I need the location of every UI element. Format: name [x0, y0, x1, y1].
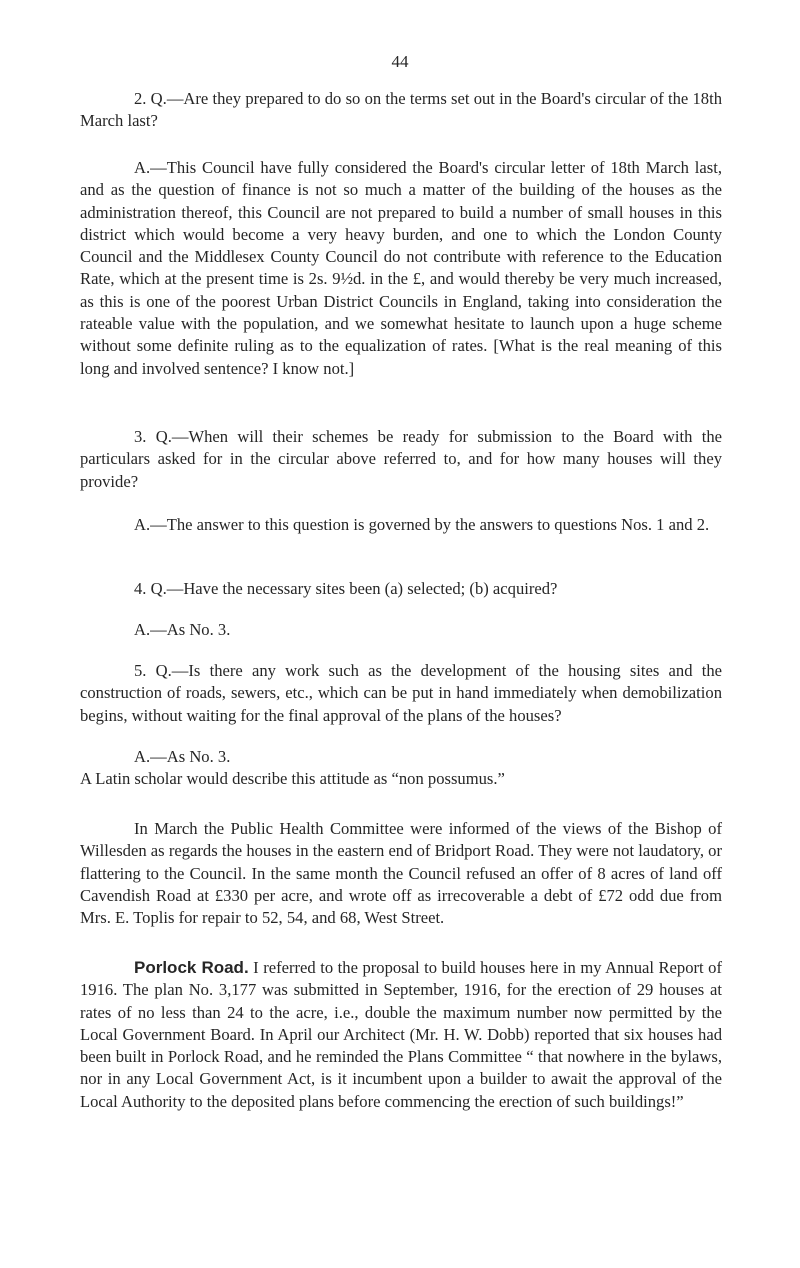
- question-5: 5. Q.—Is there any work such as the development of the housing sites and the construction of roads, sewers, etc., which can be put in hand immediately when demobilization begins, without waiting for the final approval of the plans of the houses?: [80, 661, 722, 725]
- porlock-road-paragraph: [80, 957, 722, 1113]
- answer-3: A.—The answer to this question is governed by the answers to questions Nos. 1 and 2.: [134, 515, 710, 534]
- porlock-road-heading: Porlock Road.: [134, 958, 249, 977]
- question-3: 3. Q.—When will their schemes be ready for submission to the Board with the particulars asked for in the circular above referred to, and for how many houses will they provide?: [80, 427, 722, 491]
- question-4: 4. Q.—Have the necessary sites been (a) selected; (b) acquired?: [134, 579, 558, 598]
- answer-5: A.—As No. 3.: [134, 747, 231, 766]
- latin-remark: A Latin scholar would describe this attitude as “non possumus.”: [80, 769, 505, 788]
- public-health-paragraph: In March the Public Health Committee were informed of the views of the Bishop of Willesden as regards the houses in the eastern end of Bridport Road. They were not laudatory, or flattering to the Council. In the same month the Council refused an offer of 8 acres of land off Cavendish Road at £330 per acre, and wrote off as irrecoverable a debt of £72 odd due from Mrs. E. Toplis for repair to 52, 54, and 68, West Street.: [80, 819, 722, 928]
- porlock-road-text: I referred to the proposal to build houses here in my Annual Report of 1916. The plan No. 3,177 was submitted in September, 1916, for the erection of 29 houses at rates of no less than 24 to the acre, i.e., double the maximum number now permitted by the Local Government Board. In April our Architect (Mr. H. W. Dobb) reported that six houses had been built in Porlock Road, and he reminded the Plans Committee “ that nowhere in the bylaws, nor in any Local Government Act, is it incumbent upon a builder to await the approval of the Local Authority to the deposited plans before commencing the erection of such buildings!”: [80, 958, 722, 1111]
- question-2: 2. Q.—Are they prepared to do so on the terms set out in the Board's circular of the 18th March last?: [80, 89, 722, 131]
- answer-4: A.—As No. 3.: [134, 620, 231, 639]
- answer-2: A.—This Council have fully considered the Board's circular letter of 18th March last, and as the question of finance is not so much a matter of the building of the houses as the administration thereof, this Council are not prepared to build a number of small houses in this district which would become a very heavy burden, and one to which the London County Council and the Middlesex County Council do not contribute with reference to the Education Rate, which at the present time is 2s. 9½d. in the £, and would thereby be very much increased, as this is one of the poorest Urban District Councils in England, taking into consideration the rateable value with the population, and we somewhat hesitate to launch upon a huge scheme without some definite ruling as to the equalization of rates. [What is the real meaning of this long and involved sentence? I know not.]: [80, 158, 722, 378]
- page-number: 44: [391, 52, 409, 71]
